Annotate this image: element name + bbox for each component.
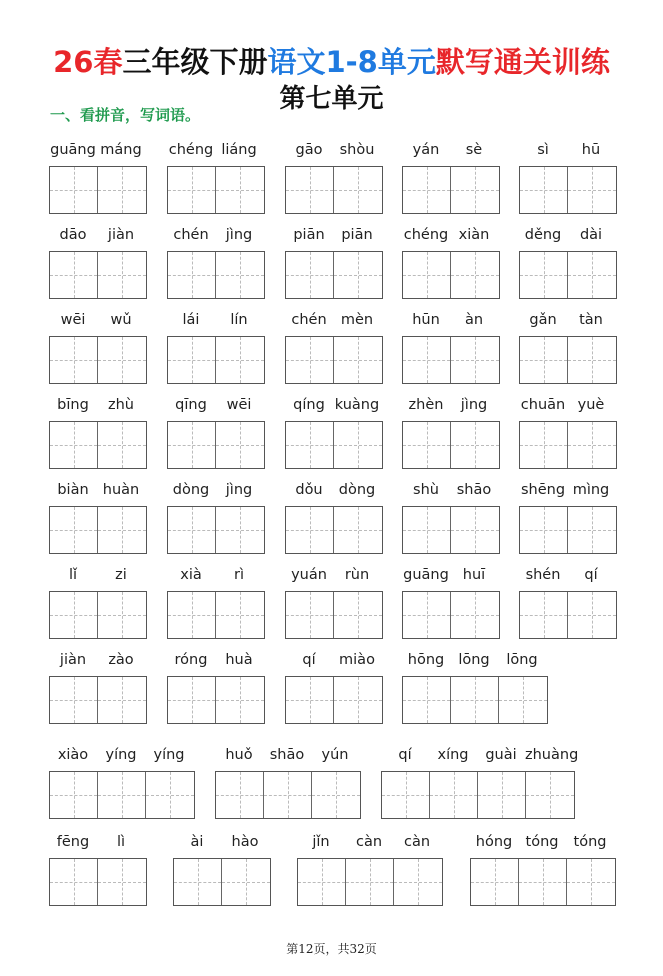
writing-cell[interactable] — [451, 677, 499, 723]
pinyin-syllable: chéng — [168, 142, 214, 158]
pinyin-line — [470, 832, 614, 852]
pinyin-line — [167, 565, 263, 585]
pinyin-syllable: jìng — [225, 482, 253, 498]
pinyin-syllable: hào — [231, 834, 259, 850]
writing-cell[interactable] — [168, 507, 216, 553]
writing-cell[interactable] — [382, 772, 430, 818]
pinyin-line — [49, 395, 145, 415]
writing-cell[interactable] — [286, 422, 334, 468]
pinyin-syllable: huàn — [102, 482, 140, 498]
pinyin-line — [167, 225, 263, 245]
pinyin-syllable: àn — [464, 312, 484, 328]
writing-cell[interactable] — [520, 167, 568, 213]
pinyin-syllable: yuán — [291, 567, 327, 583]
writing-cell[interactable] — [394, 859, 442, 905]
writing-cell[interactable] — [568, 167, 616, 213]
pinyin-line — [167, 395, 263, 415]
writing-cell[interactable] — [403, 422, 451, 468]
pinyin-syllable: yún — [321, 747, 349, 763]
pinyin-syllable: lì — [116, 834, 126, 850]
writing-cell[interactable] — [312, 772, 360, 818]
writing-cell[interactable] — [520, 252, 568, 298]
pinyin-syllable: lǐ — [68, 567, 78, 583]
writing-cell[interactable] — [98, 252, 146, 298]
writing-grid[interactable] — [49, 166, 147, 214]
writing-cell[interactable] — [451, 252, 499, 298]
writing-grid[interactable] — [285, 421, 383, 469]
pinyin-syllable: zhù — [108, 397, 134, 413]
pinyin-syllable: kuàng — [334, 397, 380, 413]
pinyin-syllable: dǒu — [295, 482, 323, 498]
pinyin-syllable: qíng — [293, 397, 325, 413]
writing-cell[interactable] — [98, 422, 146, 468]
writing-cell[interactable] — [334, 507, 382, 553]
writing-cell[interactable] — [403, 677, 451, 723]
writing-cell[interactable] — [478, 772, 526, 818]
pinyin-syllable: piān — [341, 227, 373, 243]
pinyin-syllable: liáng — [221, 142, 257, 158]
writing-cell[interactable] — [403, 252, 451, 298]
pinyin-line — [519, 565, 615, 585]
writing-cell[interactable] — [451, 422, 499, 468]
writing-cell[interactable] — [50, 337, 98, 383]
writing-cell[interactable] — [216, 167, 264, 213]
pinyin-syllable: hū — [581, 142, 601, 158]
page-title — [0, 40, 663, 84]
writing-grid[interactable] — [49, 591, 147, 639]
writing-grid[interactable] — [285, 591, 383, 639]
writing-cell[interactable] — [50, 677, 98, 723]
pinyin-syllable: càn — [355, 834, 383, 850]
pinyin-syllable: lōng — [506, 652, 538, 668]
writing-grid[interactable] — [285, 166, 383, 214]
writing-cell[interactable] — [168, 592, 216, 638]
pinyin-syllable: mìng — [572, 482, 610, 498]
pinyin-syllable: shén — [525, 567, 561, 583]
pinyin-line — [49, 832, 145, 852]
pinyin-line — [49, 565, 145, 585]
pinyin-syllable: rì — [234, 567, 244, 583]
pinyin-syllable: lín — [230, 312, 248, 328]
writing-cell[interactable] — [568, 337, 616, 383]
writing-cell[interactable] — [519, 859, 567, 905]
writing-cell[interactable] — [216, 772, 264, 818]
pinyin-syllable: shāo — [269, 747, 305, 763]
pinyin-line — [167, 480, 263, 500]
writing-grid[interactable] — [167, 166, 265, 214]
pinyin-syllable: huī — [462, 567, 486, 583]
writing-cell[interactable] — [334, 252, 382, 298]
pinyin-syllable: shù — [413, 482, 439, 498]
pinyin-syllable: huà — [225, 652, 253, 668]
writing-grid[interactable] — [167, 506, 265, 554]
pinyin-line — [49, 140, 145, 160]
writing-cell[interactable] — [286, 252, 334, 298]
writing-cell[interactable] — [168, 677, 216, 723]
pinyin-syllable: piān — [293, 227, 325, 243]
pinyin-syllable: chéng — [403, 227, 449, 243]
pinyin-syllable: rùn — [344, 567, 370, 583]
writing-cell[interactable] — [216, 507, 264, 553]
pinyin-syllable: gǎn — [529, 312, 557, 328]
pinyin-line — [49, 310, 145, 330]
writing-cell[interactable] — [216, 337, 264, 383]
pinyin-syllable: xià — [180, 567, 202, 583]
pinyin-syllable: dài — [579, 227, 603, 243]
pinyin-syllable: shēng — [520, 482, 566, 498]
pinyin-syllable: róng — [174, 652, 208, 668]
writing-cell[interactable] — [50, 167, 98, 213]
writing-cell[interactable] — [403, 507, 451, 553]
title-grade: 三年级下册 — [122, 45, 268, 79]
pinyin-syllable: wēi — [60, 312, 86, 328]
writing-cell[interactable] — [168, 422, 216, 468]
pinyin-line — [167, 310, 263, 330]
pinyin-syllable: yán — [412, 142, 440, 158]
writing-cell[interactable] — [216, 592, 264, 638]
writing-grid[interactable] — [470, 858, 616, 906]
writing-cell[interactable] — [98, 859, 146, 905]
writing-cell[interactable] — [334, 167, 382, 213]
writing-cell[interactable] — [334, 677, 382, 723]
writing-grid[interactable] — [215, 771, 361, 819]
unit-subtitle: 第七单元 — [279, 84, 384, 114]
writing-grid[interactable] — [297, 858, 443, 906]
writing-cell[interactable] — [264, 772, 312, 818]
writing-cell[interactable] — [520, 337, 568, 383]
writing-cell[interactable] — [568, 422, 616, 468]
pinyin-line — [402, 395, 498, 415]
writing-cell[interactable] — [334, 337, 382, 383]
pinyin-line — [402, 140, 498, 160]
pinyin-line — [173, 832, 269, 852]
writing-cell[interactable] — [50, 772, 98, 818]
pinyin-syllable: qí — [302, 652, 316, 668]
writing-cell[interactable] — [430, 772, 478, 818]
pinyin-syllable: jǐn — [312, 834, 330, 850]
pinyin-syllable: guāng — [50, 142, 96, 158]
writing-grid[interactable] — [285, 251, 383, 299]
pinyin-syllable: sì — [537, 142, 549, 158]
pinyin-syllable: wǔ — [110, 312, 132, 328]
pinyin-syllable: bīng — [57, 397, 89, 413]
pinyin-syllable: yíng — [153, 747, 185, 763]
writing-grid[interactable] — [519, 506, 617, 554]
writing-grid[interactable] — [285, 676, 383, 724]
pinyin-syllable: gāo — [295, 142, 323, 158]
writing-cell[interactable] — [216, 252, 264, 298]
title-end: 默写通关训练 — [435, 45, 610, 79]
writing-grid[interactable] — [167, 336, 265, 384]
pinyin-syllable: miào — [339, 652, 375, 668]
writing-grid[interactable] — [402, 166, 500, 214]
writing-grid[interactable] — [167, 421, 265, 469]
writing-cell[interactable] — [520, 422, 568, 468]
pinyin-line — [297, 832, 441, 852]
pinyin-line — [285, 650, 381, 670]
writing-grid[interactable] — [519, 591, 617, 639]
writing-cell[interactable] — [403, 167, 451, 213]
writing-grid[interactable] — [49, 506, 147, 554]
pinyin-syllable: hūn — [412, 312, 440, 328]
writing-cell[interactable] — [168, 167, 216, 213]
pinyin-line — [167, 140, 263, 160]
pinyin-syllable: mèn — [340, 312, 374, 328]
pinyin-line — [402, 310, 498, 330]
pinyin-syllable: sè — [465, 142, 483, 158]
pinyin-syllable: yíng — [105, 747, 137, 763]
writing-grid[interactable] — [519, 421, 617, 469]
pinyin-syllable: huǒ — [225, 747, 253, 763]
pinyin-syllable: chén — [291, 312, 327, 328]
pinyin-syllable: fēng — [56, 834, 90, 850]
pinyin-line — [49, 650, 145, 670]
writing-cell[interactable] — [451, 507, 499, 553]
pinyin-line — [519, 225, 615, 245]
writing-cell[interactable] — [499, 677, 547, 723]
writing-cell[interactable] — [216, 422, 264, 468]
pinyin-syllable: zi — [115, 567, 127, 583]
pinyin-line — [285, 395, 381, 415]
writing-cell[interactable] — [50, 592, 98, 638]
title-subject: 语文1-8单元 — [267, 45, 436, 79]
writing-cell[interactable] — [568, 592, 616, 638]
pinyin-syllable: tóng — [573, 834, 607, 850]
writing-cell[interactable] — [98, 772, 146, 818]
writing-cell[interactable] — [286, 337, 334, 383]
pinyin-line — [519, 395, 615, 415]
writing-grid[interactable] — [519, 336, 617, 384]
pinyin-line — [402, 565, 498, 585]
writing-cell[interactable] — [520, 507, 568, 553]
pinyin-syllable: lōng — [458, 652, 490, 668]
pinyin-line — [381, 745, 579, 765]
pinyin-syllable: qí — [584, 567, 598, 583]
writing-cell[interactable] — [298, 859, 346, 905]
writing-cell[interactable] — [451, 167, 499, 213]
pinyin-syllable: qīng — [175, 397, 207, 413]
page-footer: 第12页，共32页 — [286, 942, 377, 956]
writing-grid[interactable] — [49, 676, 147, 724]
writing-grid[interactable] — [402, 506, 500, 554]
pinyin-syllable: děng — [524, 227, 562, 243]
pinyin-syllable: hōng — [407, 652, 445, 668]
writing-grid[interactable] — [49, 421, 147, 469]
writing-cell[interactable] — [451, 592, 499, 638]
writing-grid[interactable] — [285, 506, 383, 554]
pinyin-syllable: tóng — [525, 834, 559, 850]
writing-cell[interactable] — [403, 337, 451, 383]
pinyin-line — [285, 225, 381, 245]
writing-cell[interactable] — [403, 592, 451, 638]
pinyin-line — [519, 140, 615, 160]
pinyin-syllable: jìng — [460, 397, 488, 413]
pinyin-syllable: xiàn — [458, 227, 490, 243]
pinyin-line — [215, 745, 359, 765]
writing-cell[interactable] — [50, 507, 98, 553]
writing-cell[interactable] — [471, 859, 519, 905]
pinyin-syllable: xíng — [437, 747, 469, 763]
writing-grid[interactable] — [49, 336, 147, 384]
writing-cell[interactable] — [98, 592, 146, 638]
pinyin-syllable: shāo — [456, 482, 492, 498]
pinyin-syllable: biàn — [57, 482, 89, 498]
writing-grid[interactable] — [519, 251, 617, 299]
writing-cell[interactable] — [98, 677, 146, 723]
writing-cell[interactable] — [334, 592, 382, 638]
pinyin-syllable: dāo — [59, 227, 87, 243]
pinyin-syllable: jiàn — [107, 227, 135, 243]
writing-grid[interactable] — [285, 336, 383, 384]
writing-cell[interactable] — [286, 167, 334, 213]
writing-cell[interactable] — [286, 592, 334, 638]
writing-grid[interactable] — [519, 166, 617, 214]
writing-cell[interactable] — [334, 422, 382, 468]
writing-cell[interactable] — [526, 772, 574, 818]
section-heading: 一、看拼音，写词语。 — [50, 106, 201, 124]
pinyin-syllable: zào — [108, 652, 134, 668]
pinyin-line — [167, 650, 263, 670]
pinyin-syllable: xiào — [57, 747, 89, 763]
pinyin-syllable: ài — [190, 834, 204, 850]
pinyin-syllable: zhèn — [408, 397, 444, 413]
writing-grid[interactable] — [167, 591, 265, 639]
writing-cell[interactable] — [568, 252, 616, 298]
writing-grid[interactable] — [402, 421, 500, 469]
pinyin-syllable: qí — [398, 747, 412, 763]
pinyin-syllable: dòng — [338, 482, 376, 498]
writing-grid[interactable] — [402, 251, 500, 299]
writing-grid[interactable] — [402, 676, 548, 724]
pinyin-line — [285, 140, 381, 160]
pinyin-line — [49, 480, 145, 500]
pinyin-syllable: yuè — [577, 397, 605, 413]
title-prefix: 26春 — [53, 45, 123, 79]
writing-cell[interactable] — [222, 859, 270, 905]
writing-cell[interactable] — [98, 337, 146, 383]
writing-cell[interactable] — [286, 507, 334, 553]
pinyin-line — [285, 565, 381, 585]
pinyin-syllable: jìng — [225, 227, 253, 243]
writing-cell[interactable] — [98, 167, 146, 213]
pinyin-syllable: guāng — [403, 567, 449, 583]
writing-cell[interactable] — [216, 677, 264, 723]
writing-cell[interactable] — [168, 252, 216, 298]
pinyin-syllable: máng — [100, 142, 142, 158]
pinyin-line — [519, 310, 615, 330]
writing-cell[interactable] — [98, 507, 146, 553]
pinyin-line — [49, 745, 193, 765]
pinyin-line — [402, 480, 498, 500]
pinyin-syllable: guài — [485, 747, 517, 763]
pinyin-syllable: lái — [182, 312, 200, 328]
writing-cell[interactable] — [567, 859, 615, 905]
writing-cell[interactable] — [568, 507, 616, 553]
writing-grid[interactable] — [167, 251, 265, 299]
writing-cell[interactable] — [146, 772, 194, 818]
writing-cell[interactable] — [50, 252, 98, 298]
writing-grid[interactable] — [381, 771, 575, 819]
pinyin-line — [49, 225, 145, 245]
pinyin-line — [402, 225, 498, 245]
writing-cell[interactable] — [174, 859, 222, 905]
pinyin-syllable: jiàn — [59, 652, 87, 668]
pinyin-syllable: chén — [173, 227, 209, 243]
writing-cell[interactable] — [50, 859, 98, 905]
writing-grid[interactable] — [402, 336, 500, 384]
writing-cell[interactable] — [168, 337, 216, 383]
pinyin-line — [285, 310, 381, 330]
pinyin-syllable: shòu — [339, 142, 375, 158]
writing-cell[interactable] — [50, 422, 98, 468]
writing-cell[interactable] — [520, 592, 568, 638]
pinyin-syllable: tàn — [579, 312, 603, 328]
pinyin-syllable: chuān — [520, 397, 566, 413]
writing-grid[interactable] — [167, 676, 265, 724]
pinyin-line — [285, 480, 381, 500]
pinyin-syllable: hóng — [475, 834, 513, 850]
pinyin-line — [519, 480, 615, 500]
writing-grid[interactable] — [49, 771, 195, 819]
writing-grid[interactable] — [402, 591, 500, 639]
writing-cell[interactable] — [346, 859, 394, 905]
pinyin-syllable: wēi — [226, 397, 252, 413]
writing-cell[interactable] — [286, 677, 334, 723]
pinyin-syllable: dòng — [172, 482, 210, 498]
writing-grid[interactable] — [49, 251, 147, 299]
pinyin-line — [402, 650, 546, 670]
pinyin-syllable: zhuàng — [525, 747, 579, 763]
writing-grid[interactable] — [173, 858, 271, 906]
writing-grid[interactable] — [49, 858, 147, 906]
writing-cell[interactable] — [451, 337, 499, 383]
pinyin-syllable: càn — [403, 834, 431, 850]
